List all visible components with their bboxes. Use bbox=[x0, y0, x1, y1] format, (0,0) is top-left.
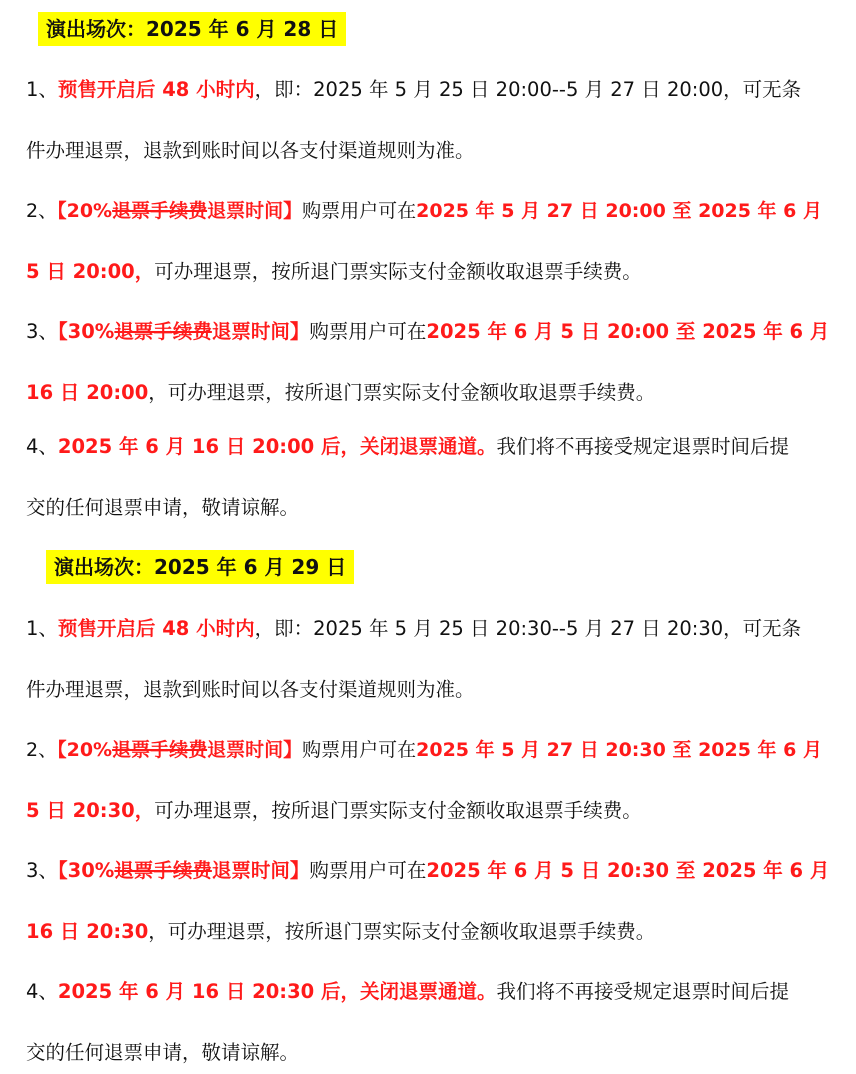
body-text: 购票用户可在 bbox=[309, 320, 427, 343]
emphasis-text: 5 日 20:30， bbox=[26, 799, 155, 822]
policy-line bbox=[26, 375, 655, 411]
item-number: 4、 bbox=[26, 980, 58, 1003]
emphasis-text: 预售开启后 48 小时内 bbox=[57, 78, 255, 101]
policy-line bbox=[26, 853, 829, 889]
body-text: ，可办理退票，按所退门票实际支付金额收取退票手续费。 bbox=[148, 920, 656, 943]
body-text: 购票用户可在 bbox=[302, 200, 417, 222]
struck-text: 退票手续费 bbox=[112, 200, 208, 222]
policy-line bbox=[26, 314, 829, 350]
body-text: 交的任何退票申请，敬请谅解。 bbox=[26, 496, 300, 519]
emphasis-text: 5 日 20:00， bbox=[26, 260, 155, 283]
policy-line bbox=[26, 672, 475, 708]
bracket-label-open: 【30% bbox=[57, 859, 115, 882]
item-number: 2、 bbox=[26, 200, 58, 222]
bracket-label-close: 退票时间】 bbox=[211, 859, 310, 882]
emphasis-text: 2025 年 5 月 27 日 20:00 至 2025 年 6 月 bbox=[416, 200, 823, 222]
emphasis-text: 2025 年 5 月 27 日 20:30 至 2025 年 6 月 bbox=[416, 739, 823, 761]
struck-text: 退票手续费 bbox=[114, 859, 212, 882]
policy-line bbox=[26, 72, 801, 108]
struck-text: 退票手续费 bbox=[112, 739, 208, 761]
item-number: 3、 bbox=[26, 320, 58, 343]
body-text: 购票用户可在 bbox=[302, 739, 417, 761]
item-number: 1、 bbox=[26, 617, 58, 640]
policy-line bbox=[26, 914, 655, 950]
emphasis-text: 预售开启后 48 小时内 bbox=[57, 617, 255, 640]
bracket-label-open: 【30% bbox=[57, 320, 115, 343]
item-number: 4、 bbox=[26, 435, 58, 458]
body-text: 件办理退票，退款到账时间以各支付渠道规则为准。 bbox=[26, 139, 475, 162]
emphasis-text: 2025 年 6 月 5 日 20:30 至 2025 年 6 月 bbox=[426, 859, 830, 882]
emphasis-text: 2025 年 6 月 16 日 20:00 后，关闭退票通道。 bbox=[57, 435, 497, 458]
policy-line bbox=[26, 732, 822, 768]
policy-line bbox=[26, 193, 822, 229]
emphasis-text: 2025 年 6 月 16 日 20:30 后，关闭退票通道。 bbox=[57, 980, 497, 1003]
body-text: 交的任何退票申请，敬请谅解。 bbox=[26, 1041, 300, 1064]
policy-line bbox=[26, 429, 789, 465]
policy-line bbox=[26, 133, 475, 169]
emphasis-text: 16 日 20:30 bbox=[26, 920, 149, 943]
emphasis-text: 2025 年 6 月 5 日 20:00 至 2025 年 6 月 bbox=[426, 320, 830, 343]
body-text: 我们将不再接受规定退票时间后提 bbox=[496, 980, 790, 1003]
item-number: 1、 bbox=[26, 78, 58, 101]
section-heading: 演出场次：2025 年 6 月 28 日 bbox=[38, 12, 346, 46]
item-number: 3、 bbox=[26, 859, 58, 882]
section-heading: 演出场次：2025 年 6 月 29 日 bbox=[46, 550, 354, 584]
policy-line bbox=[26, 611, 801, 647]
bracket-label-open: 【20% bbox=[57, 200, 113, 222]
struck-text: 退票手续费 bbox=[114, 320, 212, 343]
body-text: ，即：2025 年 5 月 25 日 20:30--5 月 27 日 20:30，可无条 bbox=[254, 617, 802, 640]
body-text: ，可办理退票，按所退门票实际支付金额收取退票手续费。 bbox=[148, 381, 656, 404]
bracket-label-open: 【20% bbox=[57, 739, 113, 761]
body-text: ，即：2025 年 5 月 25 日 20:00--5 月 27 日 20:00，可无条 bbox=[254, 78, 802, 101]
bracket-label-close: 退票时间】 bbox=[207, 200, 303, 222]
body-text: 件办理退票，退款到账时间以各支付渠道规则为准。 bbox=[26, 678, 475, 701]
policy-line bbox=[26, 793, 642, 829]
body-text: 可办理退票，按所退门票实际支付金额收取退票手续费。 bbox=[154, 260, 642, 283]
body-text: 我们将不再接受规定退票时间后提 bbox=[496, 435, 790, 458]
policy-line bbox=[26, 254, 642, 290]
body-text: 购票用户可在 bbox=[309, 859, 427, 882]
emphasis-text: 16 日 20:00 bbox=[26, 381, 149, 404]
body-text: 可办理退票，按所退门票实际支付金额收取退票手续费。 bbox=[154, 799, 642, 822]
policy-line bbox=[26, 1035, 299, 1071]
item-number: 2、 bbox=[26, 739, 58, 761]
bracket-label-close: 退票时间】 bbox=[211, 320, 310, 343]
bracket-label-close: 退票时间】 bbox=[207, 739, 303, 761]
policy-line bbox=[26, 490, 299, 526]
policy-line bbox=[26, 974, 789, 1010]
